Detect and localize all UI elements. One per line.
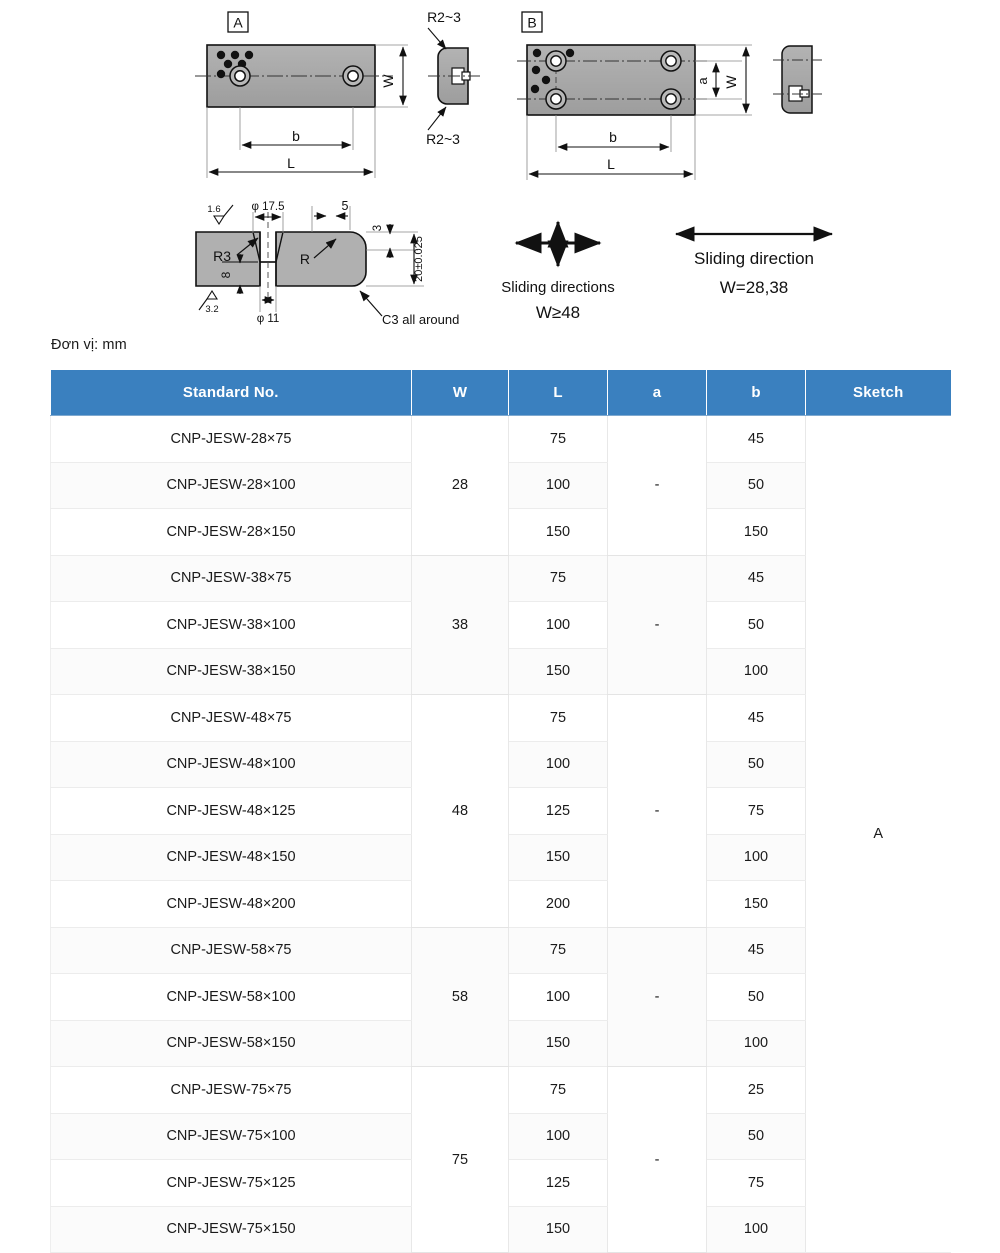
specification-table-body (51, 416, 951, 1253)
view-b-w-label: W (723, 75, 739, 89)
view-a-counterbore-right (343, 66, 363, 86)
cell-l: 100 (509, 602, 608, 649)
column-header-b[interactable]: b (707, 370, 806, 416)
legend-sliding-directions (501, 222, 614, 322)
cell-standard-no: CNP-JESW-48×150 (51, 834, 412, 881)
cell-l: 150 (509, 1020, 608, 1067)
specification-table (50, 370, 951, 1253)
view-a-l-label: L (287, 155, 295, 171)
cell-standard-no: CNP-JESW-38×150 (51, 648, 412, 695)
view-a-group (195, 12, 408, 178)
view-a-radius-bottom-label: R2~3 (426, 131, 460, 147)
view-b-a-label: a (695, 77, 710, 85)
table-row (51, 416, 951, 463)
cell-a: - (608, 695, 707, 928)
cell-standard-no: CNP-JESW-75×100 (51, 1113, 412, 1160)
cell-b: 100 (707, 1020, 806, 1067)
cell-a: - (608, 416, 707, 556)
cell-b: 45 (707, 555, 806, 602)
column-header-sketch[interactable]: Sketch (806, 370, 951, 416)
cell-standard-no: CNP-JESW-48×125 (51, 788, 412, 835)
cell-b: 50 (707, 602, 806, 649)
cell-b: 100 (707, 1206, 806, 1253)
section-radius-right-label: R (299, 251, 310, 267)
view-b-side-body (782, 46, 812, 113)
cell-standard-no: CNP-JESW-28×100 (51, 462, 412, 509)
cell-l: 75 (509, 1067, 608, 1114)
cell-l: 125 (509, 788, 608, 835)
column-header-w[interactable]: W (412, 370, 509, 416)
section-step-depth-label: 8 (219, 271, 233, 279)
column-header-a[interactable]: a (608, 370, 707, 416)
cell-b: 75 (707, 788, 806, 835)
cell-l: 200 (509, 881, 608, 928)
cell-standard-no: CNP-JESW-48×200 (51, 881, 412, 928)
cell-w: 48 (412, 695, 509, 928)
surface-finish-bottom-label: 3.2 (205, 304, 219, 315)
view-b-group (517, 12, 752, 180)
cell-l: 100 (509, 1113, 608, 1160)
technical-drawing-area (0, 0, 1000, 330)
view-a-side-profile (426, 9, 480, 147)
column-header-standard-no[interactable]: Standard No. (51, 370, 412, 416)
section-counterbore-dia-label: φ 17.5 (251, 201, 285, 213)
cell-w: 28 (412, 416, 509, 556)
cell-l: 125 (509, 1160, 608, 1207)
cell-standard-no: CNP-JESW-58×75 (51, 927, 412, 974)
legend-single-caption: Sliding direction (693, 249, 815, 268)
view-b-l-label: L (607, 156, 615, 172)
cell-l: 100 (509, 974, 608, 1021)
cell-standard-no: CNP-JESW-58×150 (51, 1020, 412, 1067)
section-chamfer-note-label: C3 all around (382, 312, 460, 327)
cell-sketch: A (806, 416, 951, 1253)
cell-b: 100 (707, 648, 806, 695)
cell-l: 75 (509, 695, 608, 742)
section-edge-offset-label: 5 (341, 199, 349, 213)
section-thickness-label: 20±0.025 (413, 236, 425, 282)
cell-standard-no: CNP-JESW-38×75 (51, 555, 412, 602)
cell-b: 150 (707, 881, 806, 928)
cell-l: 100 (509, 741, 608, 788)
cell-b: 45 (707, 416, 806, 463)
cell-b: 50 (707, 462, 806, 509)
cell-l: 150 (509, 648, 608, 695)
cell-b: 50 (707, 974, 806, 1021)
section-through-dia-label: φ 11 (256, 313, 280, 325)
column-header-l[interactable]: L (509, 370, 608, 416)
cell-b: 75 (707, 1160, 806, 1207)
cell-w: 58 (412, 927, 509, 1067)
cell-standard-no: CNP-JESW-28×75 (51, 416, 412, 463)
cell-l: 150 (509, 1206, 608, 1253)
cell-b: 50 (707, 1113, 806, 1160)
cell-b: 100 (707, 834, 806, 881)
surface-finish-bottom-symbol (207, 291, 217, 299)
cell-w: 75 (412, 1067, 509, 1253)
cell-standard-no: CNP-JESW-58×100 (51, 974, 412, 1021)
cell-b: 25 (707, 1067, 806, 1114)
cell-l: 150 (509, 834, 608, 881)
technical-drawing-svg (0, 0, 1000, 330)
legend-sliding-direction (676, 234, 832, 297)
cell-a: - (608, 927, 707, 1067)
view-a-r-leader-top (428, 28, 446, 49)
cell-l: 75 (509, 416, 608, 463)
cell-a: - (608, 555, 707, 695)
surface-finish-top-symbol (214, 216, 224, 224)
cell-standard-no: CNP-JESW-28×150 (51, 509, 412, 556)
cell-standard-no: CNP-JESW-75×150 (51, 1206, 412, 1253)
cell-a: - (608, 1067, 707, 1253)
spec-table-container (50, 370, 950, 1253)
cell-standard-no: CNP-JESW-75×75 (51, 1067, 412, 1114)
cell-l: 75 (509, 927, 608, 974)
view-a-counterbore-left (230, 66, 250, 86)
view-a-r-leader-bottom (428, 107, 446, 130)
legend-single-condition: W=28,38 (719, 278, 789, 297)
view-a-w-label: W (380, 74, 396, 88)
view-b-b-label: b (609, 129, 617, 145)
legend-multi-condition: W≥48 (535, 303, 581, 322)
unit-note: Đơn vị: mm (51, 337, 127, 353)
table-header-row (51, 370, 951, 416)
cell-l: 150 (509, 509, 608, 556)
cell-b: 45 (707, 927, 806, 974)
view-a-tag-label: A (233, 14, 243, 31)
view-a-b-label: b (292, 128, 300, 144)
cell-b: 45 (707, 695, 806, 742)
cell-standard-no: CNP-JESW-48×75 (51, 695, 412, 742)
legend-multi-caption: Sliding directions (501, 279, 615, 296)
section-c3-leader (360, 291, 382, 316)
view-b-side-profile (773, 46, 822, 113)
section-radius-left-label: R3 (213, 248, 231, 264)
view-b-tag-label: B (527, 14, 537, 31)
cell-standard-no: CNP-JESW-75×125 (51, 1160, 412, 1207)
cell-l: 75 (509, 555, 608, 602)
cell-l: 100 (509, 462, 608, 509)
cell-standard-no: CNP-JESW-38×100 (51, 602, 412, 649)
section-chamfer-height-label: 3 (372, 224, 384, 232)
section-detail-view (196, 199, 459, 327)
cell-b: 50 (707, 741, 806, 788)
cell-standard-no: CNP-JESW-48×100 (51, 741, 412, 788)
surface-finish-top-label: 1.6 (207, 204, 221, 215)
view-a-radius-top-label: R2~3 (427, 9, 461, 25)
cell-b: 150 (707, 509, 806, 556)
cell-w: 38 (412, 555, 509, 695)
